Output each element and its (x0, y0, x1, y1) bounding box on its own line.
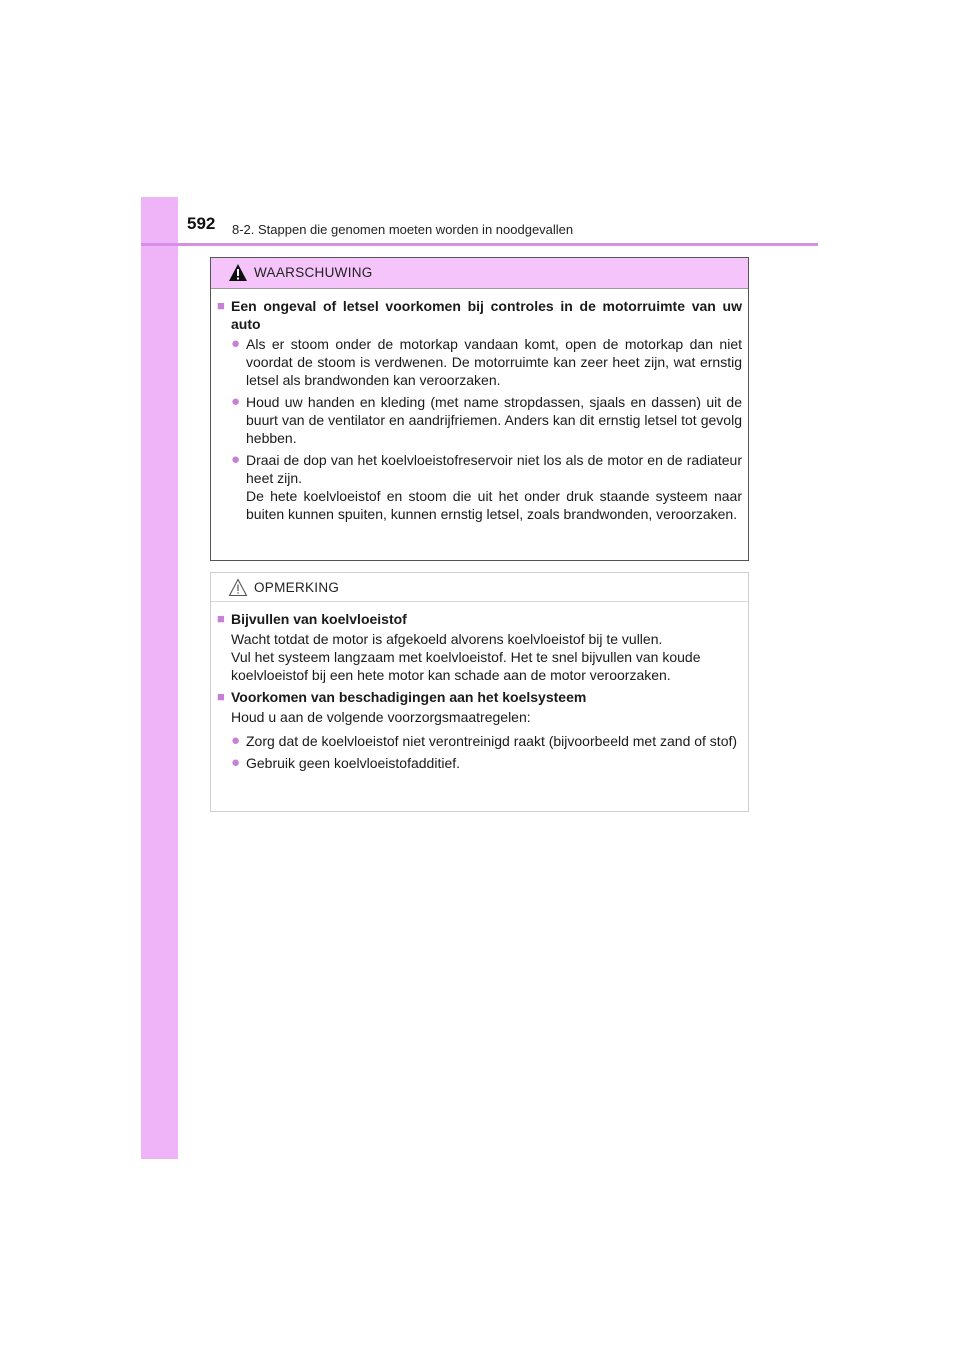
note-content (211, 602, 748, 772)
square-bullet-icon: ■ (217, 689, 225, 704)
warning-title: WAARSCHUWING (254, 265, 373, 280)
square-bullet-icon: ■ (217, 298, 225, 313)
note-box (210, 572, 749, 812)
warning-triangle-filled-icon (228, 263, 248, 282)
dot-bullet-icon: ● (231, 754, 241, 771)
note-title: OPMERKING (254, 580, 340, 595)
warning-bullet: ● Als er stoom onder de motorkap vandaan komt, open de motorkap dan niet voordat de stoom is verdwenen. De motorruimte kan zeer heet zijn, wat ernstig letsel als brandwonden kan veroorzaken. (231, 335, 742, 388)
square-bullet-icon: ■ (217, 611, 225, 626)
warning-content (211, 289, 748, 523)
chapter-side-tab (141, 197, 178, 1159)
dot-bullet-icon: ● (231, 451, 241, 468)
note-bullet: ● Zorg dat de koelvloeistof niet verontreinigd raakt (bijvoorbeeld met zand of stof) (231, 732, 738, 749)
note-header (211, 573, 748, 602)
note-section-title: ■ Bijvullen van koelvloeistof (217, 611, 407, 627)
note-section-title: ■ Voorkomen van beschadigingen aan het koelsysteem (217, 689, 587, 705)
dot-bullet-icon: ● (231, 393, 241, 410)
dot-bullet-icon: ● (231, 732, 241, 749)
warning-bullet: ● Draai de dop van het koelvloeistofreservoir niet los als de motor en de radiateur heet zijn. De hete koelvloeistof en stoom die uit het onder druk staande systeem naar buiten kunnen spuiten, kunnen ernstig letsel, zoals brandwonden, veroorzaken. (231, 451, 742, 522)
warning-header (211, 258, 748, 289)
note-paragraph: Vul het systeem langzaam met koelvloeistof. Het te snel bijvullen van koude koelvloeistof bij een hete motor kan schade aan de motor veroorzaken. (231, 649, 701, 683)
note-bullet: ● Gebruik geen koelvloeistofadditief. (231, 754, 461, 771)
page-header (187, 214, 647, 242)
warning-box (210, 257, 749, 561)
note-paragraph: Wacht totdat de motor is afgekoeld alvorens koelvloeistof bij te vullen. (231, 631, 663, 647)
note-paragraph: Houd u aan de volgende voorzorgsmaatregelen: (231, 709, 531, 725)
warning-bullet: ● Houd uw handen en kleding (met name stropdassen, sjaals en dassen) uit de buurt van de ventilator en aandrijfriemen. Anders kan dit ernstig letsel tot gevolg hebben. (231, 393, 742, 446)
chapter-title: 8-2. Stappen die genomen moeten worden in noodgevallen (232, 222, 574, 237)
warning-section-title: ■ Een ongeval of letsel voorkomen bij controles in de motorruimte van uw auto (217, 298, 742, 332)
page-number: 592 (187, 214, 216, 233)
header-rule (141, 243, 818, 246)
caution-triangle-outline-icon (228, 578, 248, 597)
dot-bullet-icon: ● (231, 335, 241, 352)
